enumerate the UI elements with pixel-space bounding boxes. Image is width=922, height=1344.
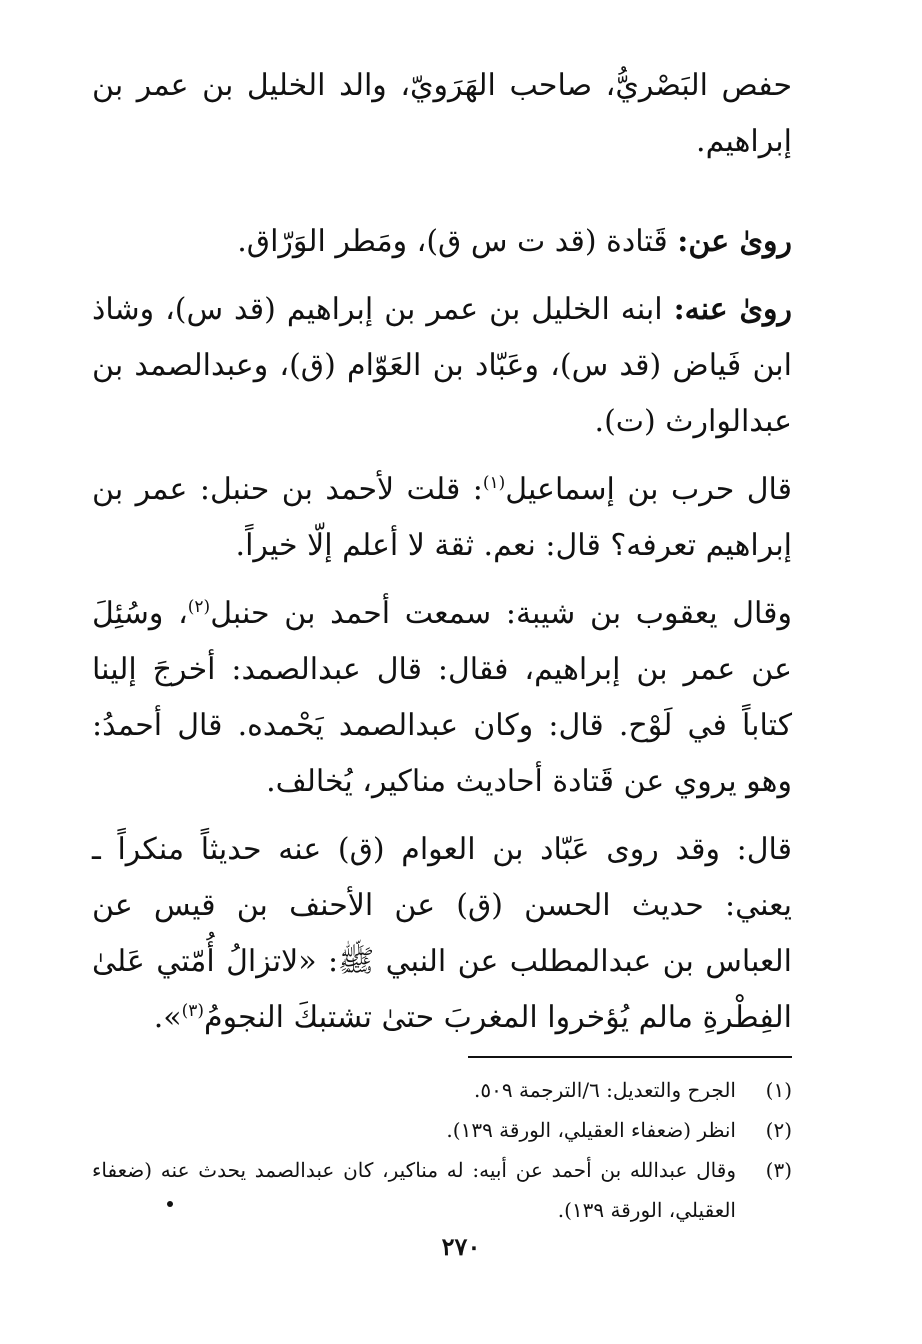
footnotes (92, 1070, 792, 1230)
footnote-ref-3: (٣) (181, 1001, 204, 1021)
footnote-text: انظر (ضعفاء العقيلي، الورقة ١٣٩). (446, 1118, 736, 1142)
footnote-text: الجرح والتعديل: ٦/الترجمة ٥٠٩. (474, 1078, 736, 1102)
footnote-ref-2: (٢) (187, 597, 211, 617)
paragraph-4 (92, 462, 792, 574)
paragraph-6-before: قال: وقد روى عَبّاد بن العوام (ق) عنه حديثاً منكراً ـ يعني: حديث الحسن (ق) عن الأحنف بن قيس عن العباس بن عبدالمطلب عن النبي ﷺ: «لاتزالُ أُمّتي عَلىٰ الفِطْرةِ مالم يُؤخروا المغربَ حتىٰ تشتبكَ النجومُ (92, 832, 792, 1035)
paragraph-2 (92, 214, 792, 270)
footnote-number: (٢) (765, 1118, 792, 1142)
footnote-divider (468, 1056, 792, 1058)
paragraph-3 (92, 282, 792, 450)
footnote-ref-1: (١) (482, 473, 506, 493)
paragraph-3-lead: رویٰ عنه: (673, 292, 793, 327)
paragraph-2-lead: رویٰ عن: (677, 224, 792, 259)
paragraph-2-text: قَتادة (قد ت س ق)، ومَطر الوَرّاق. (237, 224, 678, 259)
paragraph-5-before: وقال يعقوب بن شيبة: سمعت أحمد بن حنبل (210, 596, 792, 631)
footnote-number: (٣) (765, 1158, 792, 1182)
footnote-1 (92, 1070, 792, 1110)
paragraph-6-after: ». (153, 1000, 182, 1035)
main-text (92, 58, 792, 1058)
footnote-3 (92, 1150, 792, 1230)
paragraph-4-after: : قلت لأحمد بن حنبل: عمر بن إبراهيم تعرفه؟ قال: نعم. ثقة لا أعلم إلّا خيراً. (92, 472, 792, 563)
footnote-text: وقال عبدالله بن أحمد عن أبيه: له مناكير، كان عبدالصمد يحدث عنه (ضعفاء العقيلي، الورقة ١٣٩). (92, 1158, 736, 1222)
paragraph-6 (92, 822, 792, 1046)
footnote-number: (١) (765, 1078, 792, 1102)
paragraph-4-before: قال حرب بن إسماعيل (505, 472, 793, 507)
print-mark-dot (167, 1201, 173, 1207)
page-number: ٢٧٠ (441, 1232, 481, 1261)
paragraph-5 (92, 586, 792, 810)
footnote-2 (92, 1110, 792, 1150)
paragraph-1-text: حفص البَصْريُّ، صاحب الهَرَويّ، والد الخليل بن عمر بن إبراهيم. (92, 68, 792, 159)
paragraph-1 (92, 58, 792, 170)
paragraph-5-after: ، وسُئِلَ عن عمر بن إبراهيم، فقال: قال عبدالصمد: أخرجَ إلينا كتاباً في لَوْح. قال: وكان عبدالصمد يَحْمده. قال أحمدُ: وهو يروي عن قَتادة أحاديث مناكير، يُخالف. (92, 596, 792, 799)
paragraph-3-text: ابنه الخليل بن عمر بن إبراهيم (قد س)، وشاذ ابن فَياض (قد س)، وعَبّاد بن العَوّام (ق)، وعبدالصمد بن عبدالوارث (ت). (92, 292, 792, 439)
